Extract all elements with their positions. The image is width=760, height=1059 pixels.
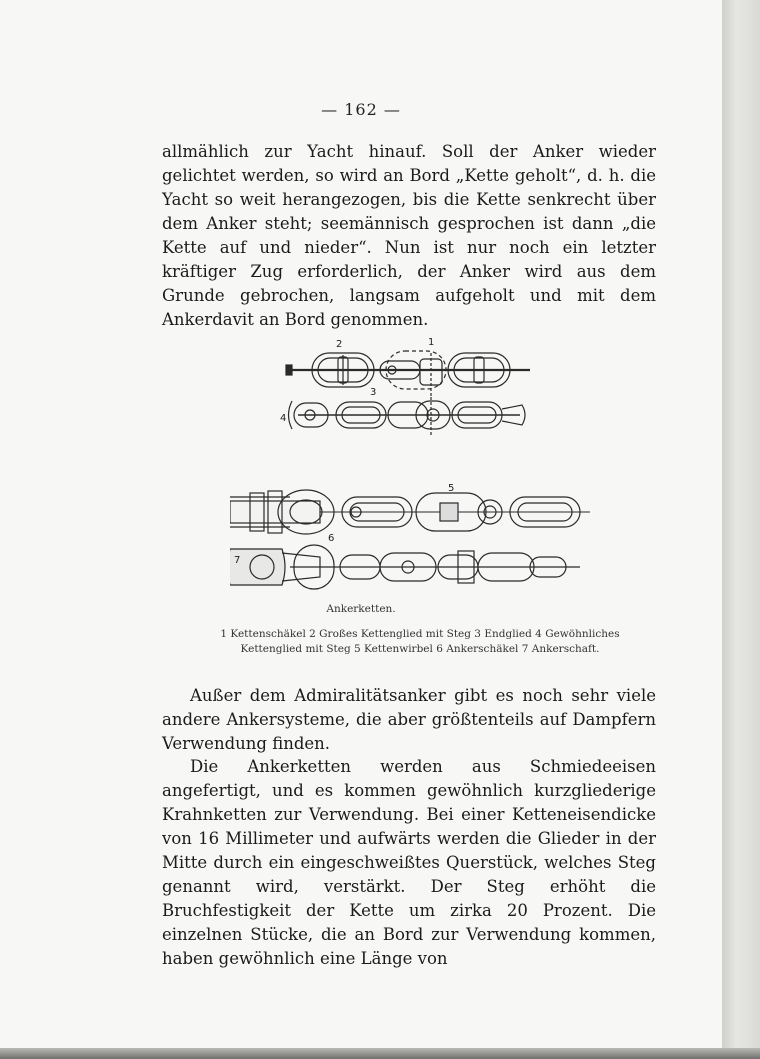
page-edge-right bbox=[722, 0, 760, 1059]
paragraph-1: allmählich zur Yacht hinauf. Soll der Anker wieder gelichtet werden, so wird an Bord „Kette geholt“, d. h. die Yacht so weit herangezogen, bis die Kette senkrecht über dem Anker steht; seemännisch gesprochen ist dann „die Kette auf und nieder“. Nun ist nur noch ein letzter kräftiger Zug erforderlich, der Anker wird aus dem Grunde gebrochen, langsam aufgeholt und mit dem Ankerdavit an Bord genommen. bbox=[162, 142, 656, 329]
figure-label-3: 3 bbox=[370, 387, 377, 398]
chain-drawing bbox=[230, 335, 610, 605]
figure-legend-line-2: Kettenglied mit Steg 5 Kettenwirbel 6 Ankerschäkel 7 Ankerschaft. bbox=[240, 643, 600, 655]
chain-illustration bbox=[230, 335, 610, 615]
figure-label-1: 1 bbox=[428, 337, 435, 348]
figure-label-5: 5 bbox=[448, 483, 455, 494]
paragraph-2: Außer dem Admiralitätsanker gibt es noch sehr viele andere Ankersysteme, die aber größtenteils auf Dampfern Verwendung finden. bbox=[162, 686, 656, 753]
figure-legend-line-1: 1 Kettenschäkel 2 Großes Kettenglied mit Steg 3 Endglied 4 Gewöhnliches bbox=[220, 628, 620, 640]
figure-label-2: 2 bbox=[336, 339, 343, 350]
paragraph-3: Die Ankerketten werden aus Schmiedeeisen angefertigt, und es kommen gewöhnlich kurzgliederige Krahnketten zur Verwendung. Bei einer Ketteneisendicke von 16 Millimeter und aufwärts werden die Glieder in der Mitte durch ein eingeschweißtes Querstück, welches Steg genannt wird, verstärkt. Der Steg erhöht die Bruchfestigkeit der Kette um zirka 20 Prozent. Die einzelnen Stücke, die an Bord zur Verwendung kommen, haben gewöhnlich eine Länge von bbox=[162, 757, 656, 968]
figure-label-6: 6 bbox=[328, 533, 335, 544]
figure-legend bbox=[180, 627, 660, 657]
page-number: — 162 — bbox=[321, 100, 401, 119]
figure-title: Ankerketten. bbox=[326, 603, 396, 615]
figure-label-7: 7 bbox=[234, 555, 241, 566]
page-edge-bottom bbox=[0, 1048, 760, 1059]
figure-label-4: 4 bbox=[280, 413, 287, 424]
